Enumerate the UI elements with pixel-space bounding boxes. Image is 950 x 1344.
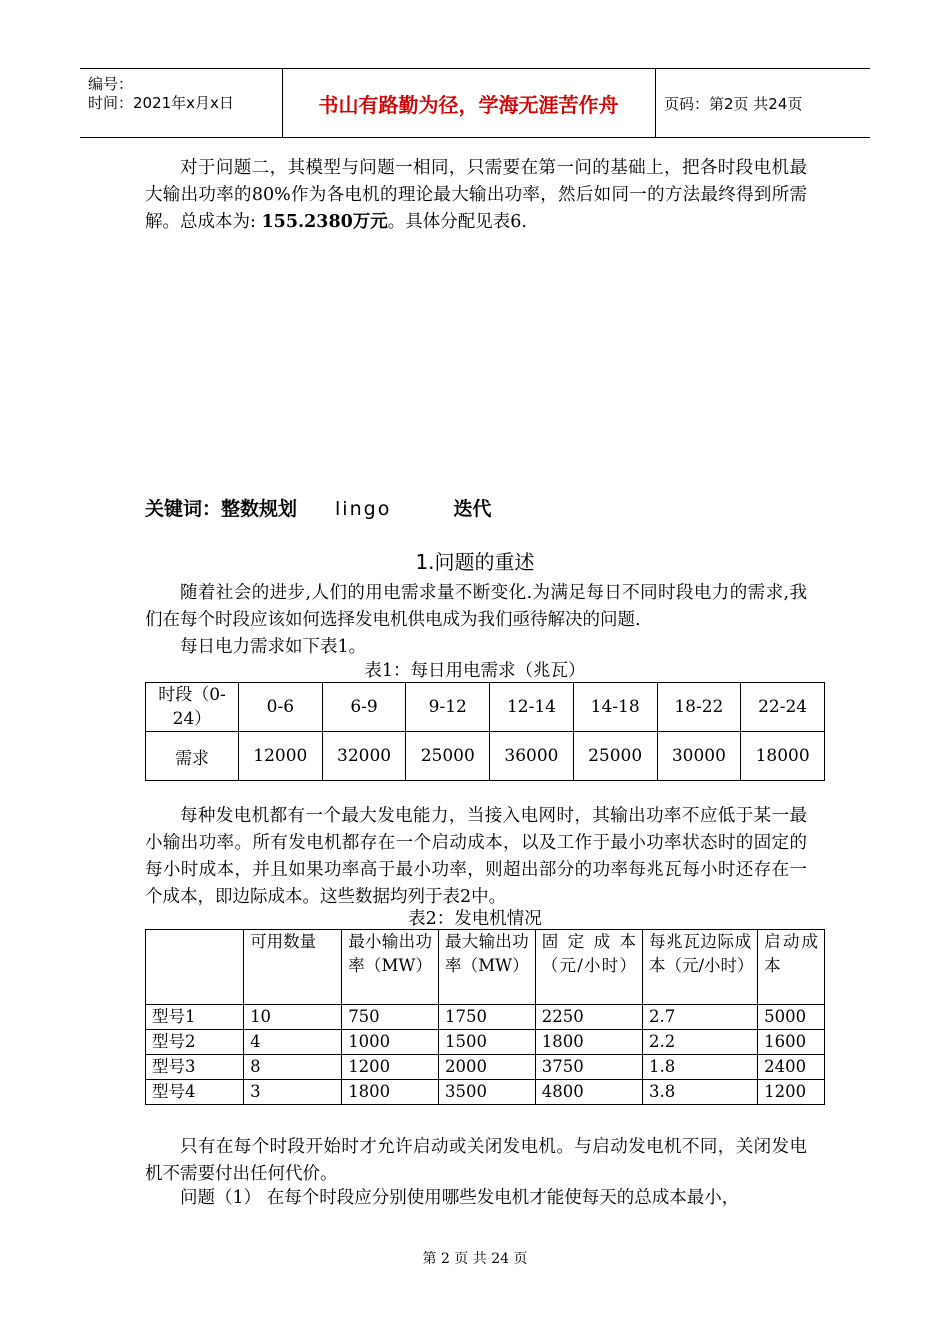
- table-cell: 1800: [535, 1030, 642, 1055]
- table-cell: 时段（0-24）: [146, 683, 239, 732]
- table-cell: 3.8: [643, 1080, 758, 1105]
- table-cell: 2000: [438, 1055, 535, 1080]
- table-header-cell: 最大输出功率（MW）: [438, 930, 535, 1005]
- header-time-label: 时间：2021年x月x日: [88, 94, 234, 112]
- table-header-cell: 可用数量: [244, 930, 342, 1005]
- table-cell: 12-14: [490, 683, 574, 732]
- table-cell: 2.2: [643, 1030, 758, 1055]
- table-cell: 3500: [438, 1080, 535, 1105]
- table-cell: 0-6: [239, 683, 323, 732]
- table-cell: 750: [342, 1005, 439, 1030]
- table-cell: 型号3: [146, 1055, 244, 1080]
- table-row: [146, 1030, 825, 1055]
- table-cell: 36000: [490, 732, 574, 781]
- page-footer: 第 2 页 共 24 页: [422, 1251, 528, 1267]
- table-cell: 1750: [438, 1005, 535, 1030]
- table-cell: 需求: [146, 732, 239, 781]
- table-cell: 32000: [322, 732, 406, 781]
- table-cell: 30000: [657, 732, 741, 781]
- table-header-cell: 固定成本（元/小时）: [535, 930, 642, 1005]
- paragraph-table1-intro: 每日电力需求如下表1。: [180, 637, 367, 657]
- paragraph-generators: 每种发电机都有一个最大发电能力，当接入电网时，其输出功率不应低于某一最小输出功率。所有发电机都存在一个启动成本，以及工作于最小功率状态时的固定的每小时成本，并且如果功率高于最小功率，则超出部分的功率每兆瓦每小时还存在一个成本，即边际成本。这些数据均列于表2中。: [145, 806, 807, 907]
- paragraph-background: 随着社会的进步,人们的用电需求量不断变化.为满足每日不同时段电力的需求,我们在每个时段应该如何选择发电机供电成为我们亟待解决的问题.: [145, 583, 807, 630]
- table-header-cell: [146, 930, 244, 1005]
- header-number-label: 编号：: [88, 75, 134, 93]
- keyword-item: 整数规划: [221, 498, 298, 520]
- intro-text-end: 。具体分配见表6.: [387, 212, 527, 232]
- table-cell: 型号4: [146, 1080, 244, 1105]
- table-header-cell: 每兆瓦边际成本（元/小时）: [643, 930, 758, 1005]
- table-cell: 型号1: [146, 1005, 244, 1030]
- table-cell: 18000: [741, 732, 825, 781]
- table-header-row: [146, 930, 825, 1005]
- table-row: [146, 1055, 825, 1080]
- table-row: [146, 683, 825, 732]
- table2-caption: 表2：发电机情况: [408, 909, 542, 929]
- table-cell: 2400: [758, 1055, 825, 1080]
- table-cell: 1800: [342, 1080, 439, 1105]
- keyword-item: lingo: [335, 498, 392, 520]
- header-motto: 书山有路勤为径，学海无涯苦作舟: [282, 69, 656, 137]
- header-page-info: 页码：第2页 共24页: [664, 94, 803, 113]
- table-cell: 1.8: [643, 1055, 758, 1080]
- table-cell: 1000: [342, 1030, 439, 1055]
- table-row: [146, 1080, 825, 1105]
- keywords-line: [145, 494, 491, 521]
- table-cell: 1600: [758, 1030, 825, 1055]
- table1-caption: 表1：每日用电需求（兆瓦）: [364, 661, 586, 681]
- header-meta: [80, 69, 283, 137]
- table-cell: 22-24: [741, 683, 825, 732]
- table-cell: 1200: [342, 1055, 439, 1080]
- table-cell: 25000: [573, 732, 657, 781]
- table-row: [146, 1005, 825, 1030]
- table-header-cell: 最小输出功率（MW）: [342, 930, 439, 1005]
- intro-text: 对于问题二，其模型与问题一相同，只需要在第一问的基础上，把各时段电机最大输出功率的80%作为各电机的理论最大输出功率，然后如同一的方法最终得到所需解。总成本为:: [145, 158, 807, 232]
- paragraph-question-1: 问题（1） 在每个时段应分别使用哪些发电机才能使每天的总成本最小，: [180, 1188, 740, 1208]
- keywords-label: 关键词：: [145, 498, 222, 520]
- total-cost-value: 155.2380万元: [261, 212, 388, 232]
- generator-table: [145, 929, 825, 1105]
- table-cell: 10: [244, 1005, 342, 1030]
- table-row: [146, 732, 825, 781]
- table-cell: 2250: [535, 1005, 642, 1030]
- section-title: 1.问题的重述: [415, 550, 535, 574]
- table-cell: 6-9: [322, 683, 406, 732]
- table-cell: 14-18: [573, 683, 657, 732]
- table-cell: 4: [244, 1030, 342, 1055]
- table-cell: 9-12: [406, 683, 490, 732]
- table-cell: 12000: [239, 732, 323, 781]
- intro-paragraph: [145, 155, 807, 236]
- table-header-cell: 启动成本: [758, 930, 825, 1005]
- table-cell: 3: [244, 1080, 342, 1105]
- page-header: [80, 68, 870, 138]
- table-cell: 型号2: [146, 1030, 244, 1055]
- table-cell: 5000: [758, 1005, 825, 1030]
- table-cell: 4800: [535, 1080, 642, 1105]
- demand-table: [145, 682, 825, 781]
- table-cell: 25000: [406, 732, 490, 781]
- table-cell: 3750: [535, 1055, 642, 1080]
- table-cell: 8: [244, 1055, 342, 1080]
- keyword-item: 迭代: [453, 498, 492, 520]
- table-cell: 1200: [758, 1080, 825, 1105]
- paragraph-startup-rule: 只有在每个时段开始时才允许启动或关闭发电机。与启动发电机不同，关闭发电机不需要付出任何代价。: [145, 1137, 807, 1184]
- table-cell: 18-22: [657, 683, 741, 732]
- table-cell: 2.7: [643, 1005, 758, 1030]
- table-cell: 1500: [438, 1030, 535, 1055]
